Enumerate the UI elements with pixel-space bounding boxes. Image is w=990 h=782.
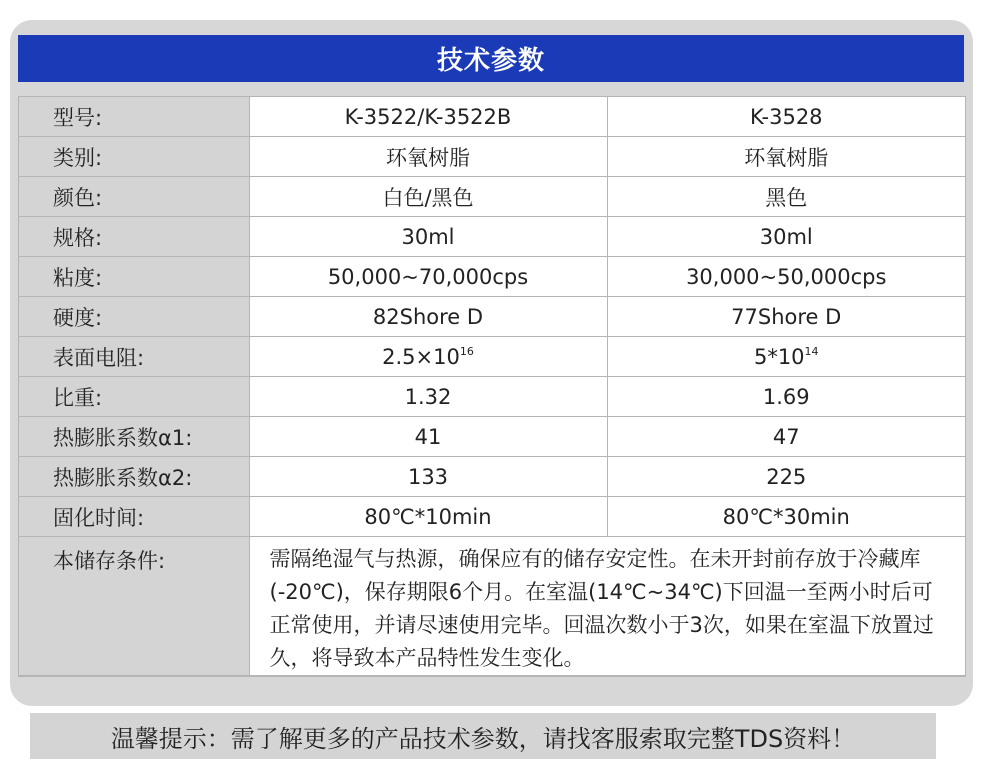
row-label: 固化时间: <box>19 497 249 537</box>
value-base: 2.5×10 <box>382 344 460 369</box>
row-category <box>19 137 965 177</box>
value-product-1: 80℃*10min <box>249 497 607 537</box>
value-product-1: 1.32 <box>249 377 607 417</box>
footer-tip: 温馨提示：需了解更多的产品技术参数，请找客服索取完整TDS资料！ <box>30 713 936 759</box>
value-exponent: 16 <box>459 344 474 358</box>
value-product-1: 白色/黑色 <box>249 177 607 217</box>
row-label: 粘度: <box>19 257 249 297</box>
spec-title: 技术参数 <box>18 35 964 82</box>
value-product-2: 47 <box>607 417 965 457</box>
row-cte-1 <box>19 417 965 457</box>
value-product-1: 82Shore D <box>249 297 607 337</box>
row-label: 表面电阻: <box>19 337 249 377</box>
row-specific-gravity <box>19 377 965 417</box>
value-product-1: 30ml <box>249 217 607 257</box>
value-product-1 <box>249 337 607 377</box>
row-surface-resistance <box>19 337 965 377</box>
value-product-2: 30ml <box>607 217 965 257</box>
value-product-2: K-3528 <box>607 97 965 137</box>
value-product-1: 50,000~70,000cps <box>249 257 607 297</box>
row-label: 本储存条件: <box>19 537 249 676</box>
row-label: 型号: <box>19 97 249 137</box>
value-product-2: 环氧树脂 <box>607 137 965 177</box>
storage-description: 需隔绝湿气与热源，确保应有的储存安定性。在未开封前存放于冷藏库(-20℃)，保存期限6个月。在室温(14℃~34℃)下回温一至两小时后可正常使用，并请尽速使用完毕。回温次数小于3次，如果在室温下放置过久，将导致本产品特性发生变化。 <box>249 537 965 676</box>
row-spec <box>19 217 965 257</box>
value-product-1: K-3522/K-3522B <box>249 97 607 137</box>
row-storage <box>19 537 965 676</box>
value-product-1: 环氧树脂 <box>249 137 607 177</box>
row-label: 硬度: <box>19 297 249 337</box>
value-product-2: 80℃*30min <box>607 497 965 537</box>
value-product-1: 41 <box>249 417 607 457</box>
spec-table <box>18 96 966 677</box>
row-label: 类别: <box>19 137 249 177</box>
value-base: 5*10 <box>753 344 805 369</box>
row-model <box>19 97 965 137</box>
row-label: 热膨胀系数α2: <box>19 457 249 497</box>
value-product-2: 1.69 <box>607 377 965 417</box>
row-color <box>19 177 965 217</box>
row-label: 颜色: <box>19 177 249 217</box>
value-product-2: 30,000~50,000cps <box>607 257 965 297</box>
row-viscosity <box>19 257 965 297</box>
row-label: 规格: <box>19 217 249 257</box>
value-product-2: 黑色 <box>607 177 965 217</box>
row-hardness <box>19 297 965 337</box>
row-cure-time <box>19 497 965 537</box>
value-product-2: 77Shore D <box>607 297 965 337</box>
row-cte-2 <box>19 457 965 497</box>
value-exponent: 14 <box>804 344 819 358</box>
row-label: 比重: <box>19 377 249 417</box>
row-label: 热膨胀系数α1: <box>19 417 249 457</box>
value-product-1: 133 <box>249 457 607 497</box>
value-product-2: 225 <box>607 457 965 497</box>
value-product-2 <box>607 337 965 377</box>
